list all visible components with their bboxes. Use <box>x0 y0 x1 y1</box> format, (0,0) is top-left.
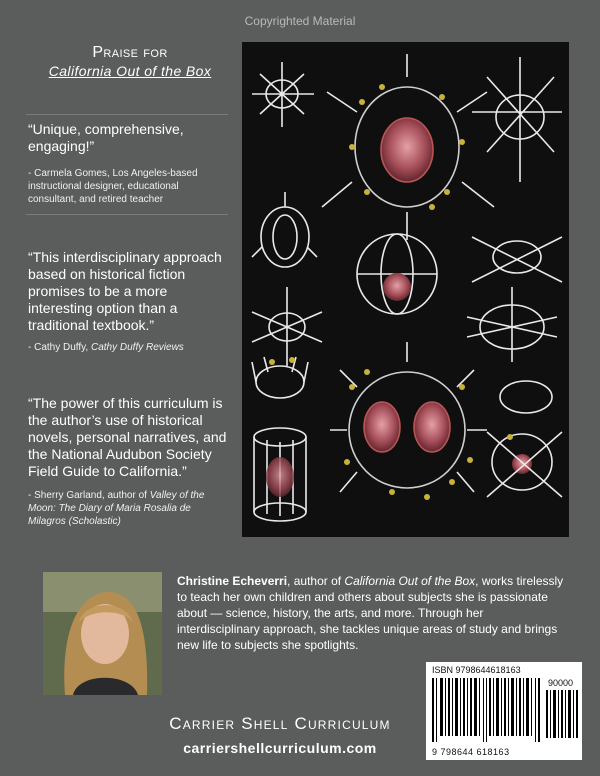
organism-bottom-right <box>487 381 562 497</box>
attr-prefix: - Cathy Duffy, <box>28 342 91 353</box>
isbn-digits: 9 798644 618163 <box>432 747 510 757</box>
quote-2: “This interdisciplinary approach based on historical fiction promises to be a more interesting option than a traditional textbook.” <box>28 249 222 333</box>
organism-left-lower <box>252 287 322 367</box>
barcode-price <box>546 690 578 738</box>
organism-top-right <box>472 57 562 182</box>
bio-book-title: California Out of the Box <box>344 574 476 588</box>
isbn-barcode <box>426 662 582 760</box>
quote-3: “The power of this curriculum is the author’s use of historical novels, personal narratives, and the National Audubon Society Field Guide to California.” <box>28 395 227 479</box>
author-photo <box>43 572 162 695</box>
bio-text: , author of <box>287 574 345 588</box>
copyright-watermark: Copyrighted Material <box>244 14 356 28</box>
praise-book-title: California Out of the Box <box>48 63 212 79</box>
radiolarian-illustration <box>242 42 569 537</box>
price-code: 90000 <box>548 678 574 688</box>
quote-1: “Unique, comprehensive, engaging!” <box>28 121 184 154</box>
organism-top-left <box>252 62 314 127</box>
praise-label: Praise for <box>92 44 168 61</box>
author-portrait-svg <box>43 572 162 695</box>
organism-right-mid <box>472 237 562 282</box>
praise-heading <box>40 44 220 80</box>
attr-prefix: - Sherry Garland, author of <box>28 490 150 501</box>
organism-bottom-left-cylinder <box>254 428 306 521</box>
organism-left-mid <box>252 192 317 267</box>
author-bio <box>177 573 567 653</box>
organism-center-sphere <box>357 234 437 314</box>
attr-source: Valley of the Moon: The Diary of Maria Rosalia de Milagros (Scholastic) <box>28 490 205 527</box>
publisher-website: carriershellcurriculum.com <box>183 740 377 756</box>
attr-source: Cathy Duffy Reviews <box>90 342 184 353</box>
organism-top-center <box>322 54 494 240</box>
organism-right-lower <box>467 287 557 362</box>
barcode-main <box>432 678 542 742</box>
organism-bottom-center <box>330 342 487 492</box>
author-name: Christine Echeverri <box>177 574 288 588</box>
quote-3-attribution <box>28 489 228 528</box>
quote-1-attribution: - Carmela Gomes, Los Angeles-based instructional designer, educational consultant, and retired teacher <box>28 168 198 205</box>
organism-bottom-left-crown <box>252 357 308 398</box>
isbn-label: ISBN 9798644618163 <box>432 665 521 675</box>
divider-2 <box>26 214 228 215</box>
bio-text-rest: , works tirelessly to teach her own children and others about subjects she is passionate about — science, history, the arts, and more. Through her interdisciplinary approach, she tackles unique areas of study and brings new life to subjects she spotlights. <box>177 574 564 652</box>
illustration-svg <box>242 42 569 537</box>
publisher-name: Carrier Shell Curriculum <box>169 714 391 733</box>
quote-2-attribution <box>28 341 228 354</box>
divider-1 <box>26 114 228 115</box>
